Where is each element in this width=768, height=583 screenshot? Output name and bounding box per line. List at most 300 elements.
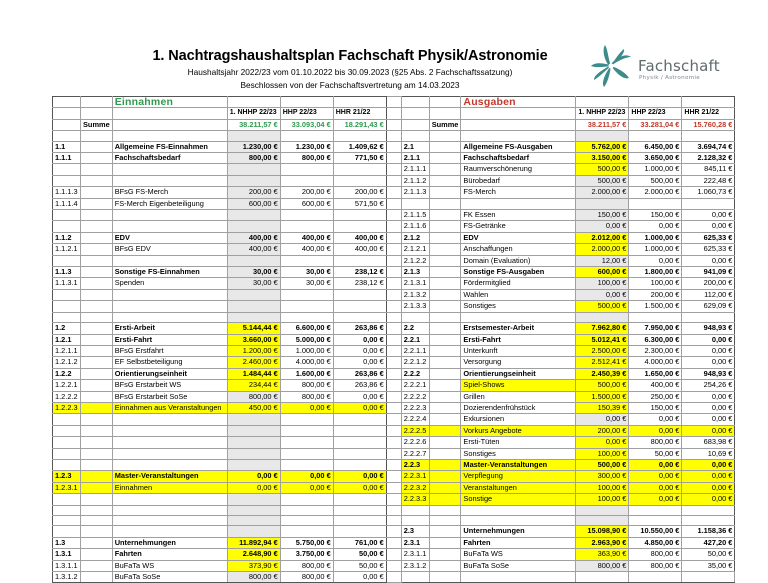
expense-row-id[interactable]: 2.2.3.1 <box>401 471 429 482</box>
income-row-label[interactable]: BuFaTa WS <box>112 560 227 571</box>
expense-row-id[interactable]: 2.3.1.2 <box>401 560 429 571</box>
income-row-label[interactable] <box>112 459 227 470</box>
income-row-id[interactable] <box>53 255 81 266</box>
income-row-value-3[interactable] <box>333 414 386 425</box>
expense-row-value-1[interactable]: 15.098,90 € <box>576 526 629 537</box>
expense-row-label[interactable]: Domain (Evaluation) <box>461 255 576 266</box>
expense-row-label[interactable]: Ersti-Fahrt <box>461 334 576 345</box>
income-row-value-3[interactable]: 771,50 € <box>333 153 386 164</box>
expense-row-value-3[interactable]: 0,00 € <box>682 334 735 345</box>
income-row-value-1[interactable] <box>227 210 280 221</box>
expense-row-value-3[interactable]: 0,00 € <box>682 391 735 402</box>
expense-row-value-2[interactable]: 800,00 € <box>629 560 682 571</box>
income-row-value-1[interactable]: 400,00 € <box>227 244 280 255</box>
income-row-label[interactable]: EF Selbstbeteiligung <box>112 357 227 368</box>
expense-row-id[interactable]: 2.2.2.6 <box>401 437 429 448</box>
expense-row-label[interactable]: FK Essen <box>461 210 576 221</box>
expense-row-label[interactable]: Grillen <box>461 391 576 402</box>
income-row-gap[interactable] <box>81 198 113 209</box>
expense-row-gap[interactable] <box>429 560 461 571</box>
income-row-value-3[interactable] <box>333 164 386 175</box>
income-row-gap[interactable] <box>81 414 113 425</box>
expense-row-label[interactable]: Raumverschönerung <box>461 164 576 175</box>
income-row-value-1[interactable]: 30,00 € <box>227 267 280 278</box>
expense-row-id[interactable]: 2.3.1.1 <box>401 549 429 560</box>
expense-row-label[interactable]: FS-Getränke <box>461 221 576 232</box>
expense-row-id[interactable]: 2.1 <box>401 141 429 152</box>
expense-row-value-3[interactable] <box>682 505 735 515</box>
expense-row-gap[interactable] <box>429 345 461 356</box>
expense-row-value-3[interactable]: 845,11 € <box>682 164 735 175</box>
income-row-id[interactable] <box>53 414 81 425</box>
expense-row-id[interactable]: 2.3.1 <box>401 537 429 548</box>
income-row-label[interactable]: Master-Veranstaltungen <box>112 471 227 482</box>
expense-row-value-1[interactable]: 100,00 € <box>576 482 629 493</box>
income-row-id[interactable] <box>53 437 81 448</box>
income-row-value-2[interactable] <box>280 301 333 312</box>
expense-row-value-3[interactable]: 10,69 € <box>682 448 735 459</box>
expense-row-id[interactable] <box>401 515 429 525</box>
income-row-value-2[interactable] <box>280 425 333 436</box>
empty-cell[interactable] <box>227 97 280 108</box>
expense-row-value-2[interactable]: 0,00 € <box>629 482 682 493</box>
income-row-gap[interactable] <box>81 357 113 368</box>
empty-cell[interactable] <box>53 119 81 130</box>
income-row-value-1[interactable]: 2.648,90 € <box>227 549 280 560</box>
income-row-label[interactable] <box>112 425 227 436</box>
expense-row-value-1[interactable]: 500,00 € <box>576 164 629 175</box>
expense-row-label[interactable]: Sonstiges <box>461 301 576 312</box>
income-row-value-3[interactable] <box>333 448 386 459</box>
expense-row-id[interactable]: 2.2.2.3 <box>401 402 429 413</box>
income-row-value-2[interactable]: 0,00 € <box>280 471 333 482</box>
income-row-value-2[interactable] <box>280 255 333 266</box>
income-row-value-1[interactable]: 600,00 € <box>227 198 280 209</box>
expense-row-value-3[interactable]: 1.158,36 € <box>682 526 735 537</box>
expense-row-value-1[interactable] <box>576 515 629 525</box>
expense-row-id[interactable]: 2.1.1.5 <box>401 210 429 221</box>
income-row-value-3[interactable]: 1.409,62 € <box>333 141 386 152</box>
expense-row-label[interactable]: BuFaTa SoSe <box>461 560 576 571</box>
expense-row-gap[interactable] <box>429 526 461 537</box>
empty-cell[interactable] <box>280 131 333 141</box>
expense-row-label[interactable]: Verpflegung <box>461 471 576 482</box>
income-row-value-1[interactable]: 400,00 € <box>227 232 280 243</box>
expense-row-id[interactable]: 2.1.2.1 <box>401 244 429 255</box>
expense-row-value-1[interactable]: 150,00 € <box>576 210 629 221</box>
expense-row-value-1[interactable] <box>576 198 629 209</box>
expense-row-value-3[interactable]: 629,09 € <box>682 301 735 312</box>
expense-row-gap[interactable] <box>429 494 461 505</box>
expense-row-value-3[interactable]: 0,00 € <box>682 471 735 482</box>
expense-row-id[interactable]: 2.1.2 <box>401 232 429 243</box>
income-row-value-3[interactable]: 200,00 € <box>333 187 386 198</box>
income-row-value-2[interactable] <box>280 414 333 425</box>
income-row-id[interactable]: 1.1.1 <box>53 153 81 164</box>
income-row-gap[interactable] <box>81 526 113 537</box>
income-row-value-2[interactable] <box>280 312 333 322</box>
income-row-id[interactable] <box>53 459 81 470</box>
income-row-gap[interactable] <box>81 471 113 482</box>
expense-row-value-1[interactable]: 0,00 € <box>576 289 629 300</box>
expense-row-id[interactable]: 2.2.1 <box>401 334 429 345</box>
income-row-gap[interactable] <box>81 312 113 322</box>
expense-row-value-1[interactable]: 2.012,00 € <box>576 232 629 243</box>
income-row-label[interactable] <box>112 312 227 322</box>
income-row-value-1[interactable]: 373,90 € <box>227 560 280 571</box>
income-row-value-1[interactable] <box>227 459 280 470</box>
income-row-value-3[interactable]: 50,00 € <box>333 549 386 560</box>
income-row-gap[interactable] <box>81 459 113 470</box>
expense-row-id[interactable]: 2.1.3.2 <box>401 289 429 300</box>
expense-row-gap[interactable] <box>429 187 461 198</box>
income-row-label[interactable] <box>112 448 227 459</box>
empty-cell[interactable] <box>461 108 576 119</box>
income-row-gap[interactable] <box>81 255 113 266</box>
income-row-value-1[interactable] <box>227 505 280 515</box>
expense-row-label[interactable]: Erstsemester-Arbeit <box>461 323 576 334</box>
expense-row-id[interactable]: 2.1.1.6 <box>401 221 429 232</box>
income-row-value-3[interactable] <box>333 221 386 232</box>
income-row-value-1[interactable]: 11.892,94 € <box>227 537 280 548</box>
income-row-value-3[interactable] <box>333 505 386 515</box>
expense-row-value-2[interactable]: 150,00 € <box>629 402 682 413</box>
empty-cell[interactable] <box>401 97 429 108</box>
expense-row-label[interactable]: Wahlen <box>461 289 576 300</box>
income-row-id[interactable]: 1.2.3 <box>53 471 81 482</box>
expense-row-id[interactable]: 2.2.3.3 <box>401 494 429 505</box>
expense-row-id[interactable]: 2.1.3.1 <box>401 278 429 289</box>
expense-row-label[interactable]: Unternehmungen <box>461 526 576 537</box>
expense-row-value-2[interactable]: 500,00 € <box>629 175 682 186</box>
expense-row-value-2[interactable] <box>629 505 682 515</box>
expense-row-value-2[interactable]: 1.000,00 € <box>629 232 682 243</box>
empty-cell[interactable] <box>53 131 81 141</box>
expense-row-label[interactable] <box>461 515 576 525</box>
expense-row-value-3[interactable]: 0,00 € <box>682 357 735 368</box>
expense-row-label[interactable]: Ersti-Tüten <box>461 437 576 448</box>
income-row-value-3[interactable] <box>333 312 386 322</box>
empty-cell[interactable] <box>53 108 81 119</box>
income-row-value-1[interactable]: 1.484,44 € <box>227 368 280 379</box>
expense-row-value-2[interactable]: 1.000,00 € <box>629 164 682 175</box>
expense-row-gap[interactable] <box>429 391 461 402</box>
income-row-label[interactable] <box>112 494 227 505</box>
expense-row-value-3[interactable]: 0,00 € <box>682 482 735 493</box>
income-row-label[interactable] <box>112 164 227 175</box>
income-row-value-2[interactable] <box>280 289 333 300</box>
income-row-value-1[interactable] <box>227 255 280 266</box>
expense-row-value-2[interactable]: 0,00 € <box>629 221 682 232</box>
income-row-label[interactable]: BFsG Erstarbeit WS <box>112 380 227 391</box>
income-row-value-2[interactable]: 200,00 € <box>280 187 333 198</box>
income-row-label[interactable] <box>112 175 227 186</box>
income-row-value-3[interactable]: 263,86 € <box>333 368 386 379</box>
expense-row-gap[interactable] <box>429 380 461 391</box>
income-row-id[interactable]: 1.2.3.1 <box>53 482 81 493</box>
income-row-value-2[interactable]: 800,00 € <box>280 560 333 571</box>
expense-row-gap[interactable] <box>429 221 461 232</box>
income-row-value-3[interactable] <box>333 459 386 470</box>
income-row-value-2[interactable]: 30,00 € <box>280 267 333 278</box>
income-row-gap[interactable] <box>81 267 113 278</box>
income-row-gap[interactable] <box>81 334 113 345</box>
empty-cell[interactable] <box>53 97 81 108</box>
empty-cell[interactable] <box>81 131 113 141</box>
expense-row-label[interactable]: BuFaTa WS <box>461 549 576 560</box>
income-row-id[interactable]: 1.2.2.2 <box>53 391 81 402</box>
expense-row-value-1[interactable]: 12,00 € <box>576 255 629 266</box>
income-row-value-2[interactable]: 3.750,00 € <box>280 549 333 560</box>
empty-cell[interactable] <box>280 97 333 108</box>
empty-cell[interactable] <box>429 131 461 141</box>
income-row-value-2[interactable] <box>280 505 333 515</box>
income-row-id[interactable] <box>53 505 81 515</box>
expense-row-value-1[interactable]: 5.012,41 € <box>576 334 629 345</box>
expense-row-value-1[interactable]: 800,00 € <box>576 560 629 571</box>
expense-row-value-1[interactable]: 0,00 € <box>576 437 629 448</box>
income-row-label[interactable]: BFsG Erstfahrt <box>112 345 227 356</box>
income-sum-value-1[interactable]: 38.211,57 € <box>227 119 280 130</box>
expense-row-gap[interactable] <box>429 414 461 425</box>
expense-row-value-3[interactable]: 625,33 € <box>682 232 735 243</box>
income-row-value-1[interactable] <box>227 312 280 322</box>
expense-sum-value-1[interactable]: 38.211,57 € <box>576 119 629 130</box>
income-row-id[interactable] <box>53 515 81 525</box>
income-row-label[interactable]: Einnahmen aus Veranstaltungen <box>112 402 227 413</box>
expense-row-id[interactable] <box>401 505 429 515</box>
expense-row-label[interactable]: Unterkunft <box>461 345 576 356</box>
expense-row-value-3[interactable]: 0,00 € <box>682 210 735 221</box>
expense-row-value-1[interactable]: 2.450,39 € <box>576 368 629 379</box>
income-row-value-1[interactable] <box>227 526 280 537</box>
income-row-value-3[interactable]: 238,12 € <box>333 278 386 289</box>
expense-row-gap[interactable] <box>429 255 461 266</box>
income-row-value-1[interactable]: 800,00 € <box>227 572 280 583</box>
income-row-label[interactable]: Fachschaftsbedarf <box>112 153 227 164</box>
income-row-label[interactable] <box>112 289 227 300</box>
expense-row-label[interactable]: Bürobedarf <box>461 175 576 186</box>
expense-row-label[interactable]: Fördermitglied <box>461 278 576 289</box>
expense-row-value-2[interactable]: 0,00 € <box>629 459 682 470</box>
expense-row-label[interactable]: Sonstige <box>461 494 576 505</box>
income-row-label[interactable]: Einnahmen <box>112 482 227 493</box>
income-row-gap[interactable] <box>81 560 113 571</box>
expense-row-gap[interactable] <box>429 244 461 255</box>
income-row-value-3[interactable] <box>333 494 386 505</box>
expense-row-gap[interactable] <box>429 141 461 152</box>
expense-row-value-3[interactable]: 0,00 € <box>682 221 735 232</box>
income-row-gap[interactable] <box>81 153 113 164</box>
income-row-id[interactable]: 1.2.1.1 <box>53 345 81 356</box>
expense-row-value-3[interactable]: 0,00 € <box>682 459 735 470</box>
income-row-gap[interactable] <box>81 549 113 560</box>
income-row-value-2[interactable]: 600,00 € <box>280 198 333 209</box>
expense-row-value-2[interactable]: 4.850,00 € <box>629 537 682 548</box>
expense-row-value-2[interactable]: 6.300,00 € <box>629 334 682 345</box>
expense-row-id[interactable]: 2.1.1.2 <box>401 175 429 186</box>
income-row-value-2[interactable] <box>280 175 333 186</box>
expense-row-gap[interactable] <box>429 198 461 209</box>
expense-row-value-2[interactable]: 2.000,00 € <box>629 187 682 198</box>
income-row-gap[interactable] <box>81 391 113 402</box>
expense-row-value-3[interactable]: 941,09 € <box>682 267 735 278</box>
income-row-value-3[interactable] <box>333 425 386 436</box>
expense-row-value-1[interactable]: 2.963,90 € <box>576 537 629 548</box>
income-row-label[interactable] <box>112 414 227 425</box>
expense-row-id[interactable] <box>401 198 429 209</box>
income-row-value-2[interactable] <box>280 448 333 459</box>
expense-row-value-2[interactable]: 0,00 € <box>629 471 682 482</box>
expense-row-gap[interactable] <box>429 323 461 334</box>
income-row-value-3[interactable] <box>333 526 386 537</box>
expense-row-label[interactable]: Exkursionen <box>461 414 576 425</box>
income-row-value-2[interactable] <box>280 437 333 448</box>
income-row-label[interactable]: Fahrten <box>112 549 227 560</box>
income-row-label[interactable]: EDV <box>112 232 227 243</box>
income-row-value-3[interactable]: 263,86 € <box>333 380 386 391</box>
expense-row-value-3[interactable]: 222,48 € <box>682 175 735 186</box>
income-row-id[interactable]: 1.1.1.4 <box>53 198 81 209</box>
expense-row-value-1[interactable]: 2.500,00 € <box>576 345 629 356</box>
expense-row-value-3[interactable]: 948,93 € <box>682 368 735 379</box>
expense-row-gap[interactable] <box>429 267 461 278</box>
income-row-label[interactable]: BFsG Erstarbeit SoSe <box>112 391 227 402</box>
expense-row-id[interactable]: 2.2 <box>401 323 429 334</box>
expense-row-gap[interactable] <box>429 312 461 322</box>
income-row-gap[interactable] <box>81 402 113 413</box>
income-row-value-1[interactable] <box>227 164 280 175</box>
expense-row-gap[interactable] <box>429 471 461 482</box>
income-row-value-2[interactable]: 800,00 € <box>280 572 333 583</box>
income-row-gap[interactable] <box>81 289 113 300</box>
expense-row-gap[interactable] <box>429 425 461 436</box>
income-row-label[interactable] <box>112 526 227 537</box>
income-row-gap[interactable] <box>81 482 113 493</box>
income-row-id[interactable] <box>53 301 81 312</box>
expense-row-gap[interactable] <box>429 459 461 470</box>
expense-row-gap[interactable] <box>429 448 461 459</box>
expense-row-value-2[interactable]: 1.500,00 € <box>629 301 682 312</box>
income-row-value-2[interactable]: 800,00 € <box>280 153 333 164</box>
income-row-value-3[interactable] <box>333 515 386 525</box>
income-row-id[interactable] <box>53 425 81 436</box>
expense-row-value-3[interactable]: 200,00 € <box>682 278 735 289</box>
income-row-id[interactable]: 1.3.1.1 <box>53 560 81 571</box>
income-row-value-1[interactable]: 5.144,44 € <box>227 323 280 334</box>
expense-row-value-1[interactable]: 3.150,00 € <box>576 153 629 164</box>
expense-row-label[interactable]: Versorgung <box>461 357 576 368</box>
expense-row-value-2[interactable]: 4.000,00 € <box>629 357 682 368</box>
empty-cell[interactable] <box>429 97 461 108</box>
expense-row-value-2[interactable]: 50,00 € <box>629 448 682 459</box>
income-row-label[interactable] <box>112 437 227 448</box>
income-row-value-1[interactable]: 800,00 € <box>227 153 280 164</box>
expense-row-value-2[interactable]: 400,00 € <box>629 380 682 391</box>
income-row-id[interactable] <box>53 221 81 232</box>
expense-row-id[interactable]: 2.3 <box>401 526 429 537</box>
expense-row-value-1[interactable]: 2.512,41 € <box>576 357 629 368</box>
income-row-value-3[interactable]: 0,00 € <box>333 572 386 583</box>
expense-row-value-3[interactable]: 683,98 € <box>682 437 735 448</box>
expense-row-gap[interactable] <box>429 153 461 164</box>
income-row-value-3[interactable] <box>333 255 386 266</box>
income-row-id[interactable] <box>53 164 81 175</box>
expense-row-value-3[interactable]: 254,26 € <box>682 380 735 391</box>
expense-row-gap[interactable] <box>429 175 461 186</box>
income-row-value-2[interactable]: 1.230,00 € <box>280 141 333 152</box>
expense-row-value-1[interactable]: 100,00 € <box>576 448 629 459</box>
income-row-value-3[interactable] <box>333 175 386 186</box>
income-row-value-1[interactable] <box>227 301 280 312</box>
income-row-gap[interactable] <box>81 221 113 232</box>
income-row-value-1[interactable] <box>227 175 280 186</box>
income-row-value-2[interactable] <box>280 221 333 232</box>
empty-cell[interactable] <box>401 108 429 119</box>
income-row-label[interactable]: Unternehmungen <box>112 537 227 548</box>
income-row-value-2[interactable]: 30,00 € <box>280 278 333 289</box>
income-row-id[interactable]: 1.3.1 <box>53 549 81 560</box>
income-row-value-1[interactable]: 0,00 € <box>227 471 280 482</box>
expense-row-value-3[interactable]: 35,00 € <box>682 560 735 571</box>
income-sum-value-2[interactable]: 33.093,04 € <box>280 119 333 130</box>
income-row-gap[interactable] <box>81 210 113 221</box>
income-row-value-2[interactable] <box>280 210 333 221</box>
income-row-value-3[interactable]: 263,86 € <box>333 323 386 334</box>
expense-row-value-2[interactable]: 250,00 € <box>629 391 682 402</box>
income-row-value-2[interactable] <box>280 459 333 470</box>
income-row-value-2[interactable]: 4.000,00 € <box>280 357 333 368</box>
expense-row-label[interactable]: Vorkurs Angebote <box>461 425 576 436</box>
expense-row-gap[interactable] <box>429 437 461 448</box>
expense-row-id[interactable]: 2.2.2.2 <box>401 391 429 402</box>
income-row-value-2[interactable]: 0,00 € <box>280 402 333 413</box>
expense-row-gap[interactable] <box>429 334 461 345</box>
income-row-value-1[interactable] <box>227 437 280 448</box>
income-row-label[interactable]: FS-Merch Eigenbeteiligung <box>112 198 227 209</box>
expense-row-value-1[interactable]: 300,00 € <box>576 471 629 482</box>
income-row-value-3[interactable] <box>333 301 386 312</box>
expense-row-value-2[interactable]: 6.450,00 € <box>629 141 682 152</box>
empty-cell[interactable] <box>112 108 227 119</box>
expense-row-value-3[interactable]: 3.694,74 € <box>682 141 735 152</box>
income-row-id[interactable]: 1.1.2 <box>53 232 81 243</box>
income-row-id[interactable]: 1.3.1.2 <box>53 572 81 583</box>
expense-row-gap[interactable] <box>429 357 461 368</box>
expense-row-value-2[interactable]: 3.650,00 € <box>629 153 682 164</box>
expense-row-value-2[interactable]: 0,00 € <box>629 494 682 505</box>
income-row-id[interactable] <box>53 289 81 300</box>
empty-cell[interactable] <box>461 119 576 130</box>
income-row-id[interactable]: 1.1.3 <box>53 267 81 278</box>
expense-row-value-2[interactable]: 1.650,00 € <box>629 368 682 379</box>
expense-row-gap[interactable] <box>429 278 461 289</box>
income-row-value-2[interactable] <box>280 526 333 537</box>
income-row-gap[interactable] <box>81 278 113 289</box>
income-row-id[interactable]: 1.3 <box>53 537 81 548</box>
expense-row-value-3[interactable] <box>682 515 735 525</box>
expense-row-value-1[interactable]: 600,00 € <box>576 267 629 278</box>
expense-row-value-3[interactable]: 1.060,73 € <box>682 187 735 198</box>
empty-cell[interactable] <box>682 131 735 141</box>
income-row-value-2[interactable]: 400,00 € <box>280 244 333 255</box>
income-row-id[interactable]: 1.1 <box>53 141 81 152</box>
income-row-gap[interactable] <box>81 345 113 356</box>
expense-row-value-1[interactable]: 1.500,00 € <box>576 391 629 402</box>
expense-row-label[interactable] <box>461 312 576 322</box>
expense-row-value-2[interactable] <box>629 198 682 209</box>
expense-row-id[interactable]: 2.1.1.1 <box>401 164 429 175</box>
